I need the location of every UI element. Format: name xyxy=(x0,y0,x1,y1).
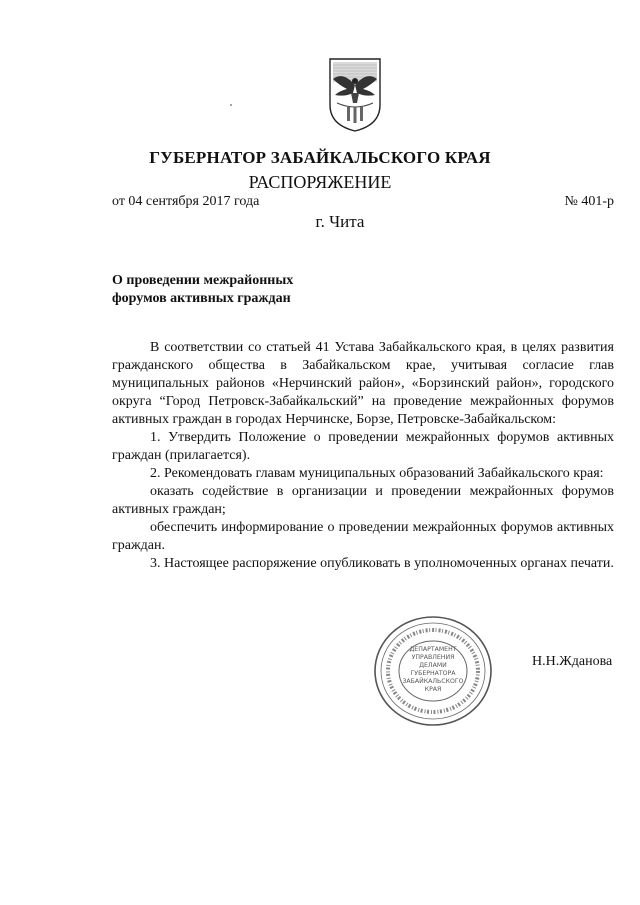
body-item-1: 1. Утвердить Положение о проведении межрайонных форумов активных граждан (прилагается). xyxy=(112,430,614,463)
issuer-title: ГУБЕРНАТОР ЗАБАЙКАЛЬСКОГО КРАЯ xyxy=(149,148,491,167)
stamp-text-line: ЗАБАЙКАЛЬСКОГО xyxy=(402,678,464,685)
stamp-text-line: УПРАВЛЕНИЯ xyxy=(411,654,455,661)
body-intro-paragraph: В соответствии со статьей 41 Устава Забайкальского края, в целях развития гражданского общества в Забайкальском крае, учитывая согласие глав муниципальных районов «Нерчинский район», «Борзинский район», городского округа “Город Петровск-Забайкальский” на проведение межрайонных форумов активных граждан в городах Нерчинске, Борзе, Петровске-Забайкальском: xyxy=(112,340,614,427)
document-type: РАСПОРЯЖЕНИЕ xyxy=(248,172,392,192)
subject-line: форумов активных граждан xyxy=(112,291,291,306)
stamp-text-line: ГУБЕРНАТОРА xyxy=(410,670,456,677)
official-stamp-seal-icon xyxy=(372,614,494,728)
document-subject xyxy=(112,272,372,308)
document-date: от 04 сентября 2017 года xyxy=(112,194,260,209)
coat-of-arms-emblem-icon xyxy=(327,55,383,133)
body-item-2: 2. Рекомендовать главам муниципальных образований Забайкальского края: xyxy=(150,466,604,481)
body-item-2b: обеспечить информирование о проведении межрайонных форумов активных граждан. xyxy=(112,520,614,553)
body-item-3: 3. Настоящее распоряжение опубликовать в уполномоченных органах печати. xyxy=(150,556,614,571)
body-item-2a: оказать содействие в организации и проведении межрайонных форумов активных граждан; xyxy=(112,484,614,517)
subject-line: О проведении межрайонных xyxy=(112,273,294,288)
stamp-text-line: ДЕЛАМИ xyxy=(419,662,447,669)
document-city: г. Чита xyxy=(315,212,365,231)
signer-name: Н.Н.Жданова xyxy=(532,654,613,669)
stamp-text-line: КРАЯ xyxy=(424,686,442,693)
stamp-text-line: ДЕПАРТАМЕНТ xyxy=(409,646,457,653)
document-body xyxy=(112,339,614,573)
scan-speck xyxy=(230,104,232,106)
document-number: № 401-р xyxy=(564,194,614,209)
